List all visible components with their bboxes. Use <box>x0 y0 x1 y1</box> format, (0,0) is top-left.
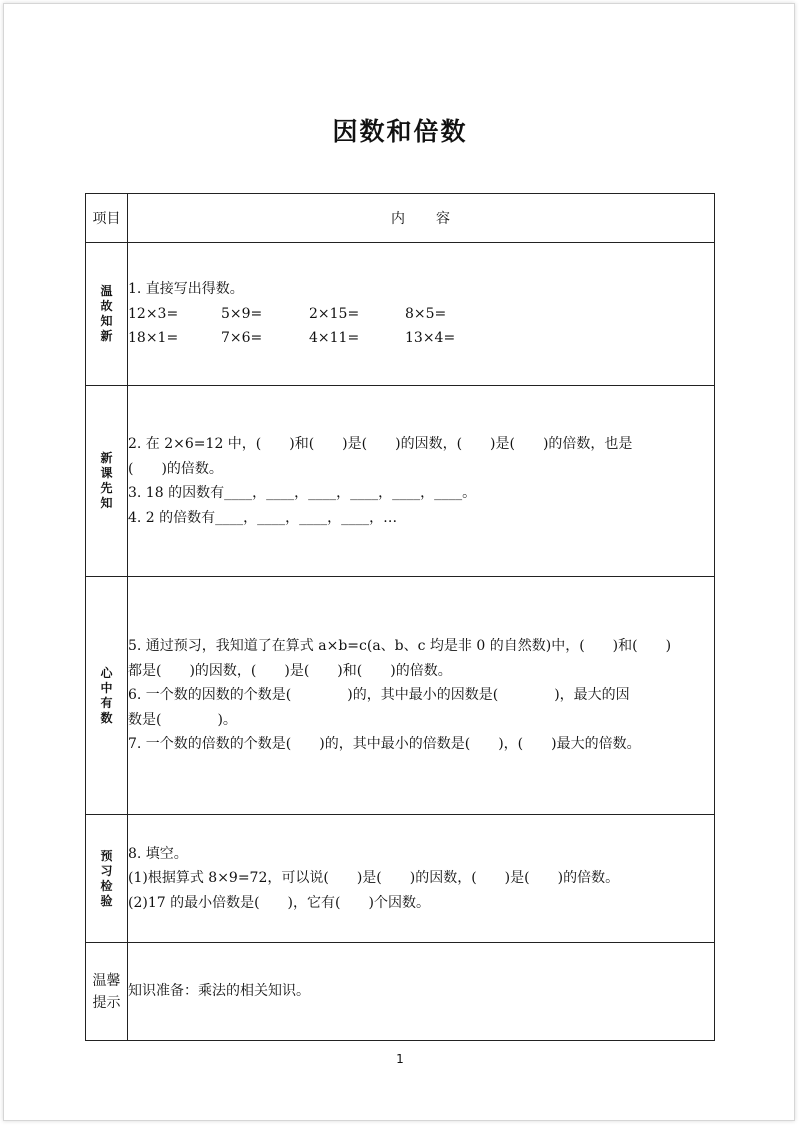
question-2-line-2: ( )的倍数。 <box>128 460 223 477</box>
calc-item: 8×5= <box>405 305 447 322</box>
row-label-in-mind: 心中有数 <box>100 665 113 725</box>
row-label-tips: 温馨提示 <box>92 972 121 1011</box>
row-review <box>86 243 715 386</box>
worksheet-table <box>85 193 715 1041</box>
calc-item: 4×11= <box>309 330 360 347</box>
question-6-line-2: 数是( )。 <box>128 711 237 728</box>
row-label-new-lesson: 新课先知 <box>100 451 113 510</box>
header-row <box>86 194 715 243</box>
question-8-part-2: (2)17 的最小倍数是( )，它有( )个因数。 <box>128 894 430 911</box>
question-4: 4. 2 的倍数有____，____，____，____，… <box>128 509 398 526</box>
page-number: 1 <box>396 1052 404 1066</box>
row-content-new-lesson <box>128 386 715 577</box>
row-label-cell <box>86 943 128 1041</box>
question-5-line-2: 都是( )的因数，( )是( )和( )的倍数。 <box>128 662 452 679</box>
row-label-cell <box>86 243 128 386</box>
calc-row-2 <box>128 326 714 351</box>
row-content-review <box>128 243 715 386</box>
calc-row-1 <box>128 302 714 327</box>
row-label-cell <box>86 386 128 577</box>
row-content-tips <box>128 943 715 1041</box>
question-5-line-1: 5. 通过预习，我知道了在算式 a×b=c(a、b、c 均是非 0 的自然数)中，( )和( ) <box>128 638 672 655</box>
tip-text: 知识准备：乘法的相关知识。 <box>128 983 310 1000</box>
header-item-cell <box>86 194 128 243</box>
question-6-line-1: 6. 一个数的因数的个数是( )的，其中最小的因数是( )，最大的因 <box>128 687 630 704</box>
row-content-in-mind <box>128 577 715 815</box>
calc-item: 12×3= <box>128 305 179 322</box>
question-1: 1. 直接写出得数。 <box>128 281 244 298</box>
question-7: 7. 一个数的倍数的个数是( )的，其中最小的倍数是( )，( )最大的倍数。 <box>128 736 641 753</box>
calc-item: 2×15= <box>309 305 360 322</box>
header-content-label: 内 容 <box>391 211 451 227</box>
row-in-mind <box>86 577 715 815</box>
row-new-lesson <box>86 386 715 577</box>
row-label-cell <box>86 815 128 943</box>
calc-item: 13×4= <box>405 330 456 347</box>
row-label-check: 预习检验 <box>100 848 113 908</box>
question-3: 3. 18 的因数有____，____，____，____，____，____。 <box>128 485 477 501</box>
calc-item: 18×1= <box>128 330 179 347</box>
header-item-label: 项目 <box>92 211 121 227</box>
question-2-line-1: 2. 在 2×6=12 中，( )和( )是( )的因数，( )是( )的倍数，也是 <box>128 436 633 452</box>
calc-item: 5×9= <box>221 305 263 322</box>
row-label-review: 温故知新 <box>100 284 113 343</box>
calc-item: 7×6= <box>221 330 263 347</box>
question-8: 8. 填空。 <box>128 845 188 862</box>
question-8-part-1: (1)根据算式 8×9=72，可以说( )是( )的因数，( )是( )的倍数。 <box>128 870 620 887</box>
page-title: 因数和倍数 <box>332 117 468 146</box>
row-content-check <box>128 815 715 943</box>
row-check <box>86 815 715 943</box>
header-content-cell <box>128 194 715 243</box>
row-label-cell <box>86 577 128 815</box>
row-tips <box>86 943 715 1041</box>
